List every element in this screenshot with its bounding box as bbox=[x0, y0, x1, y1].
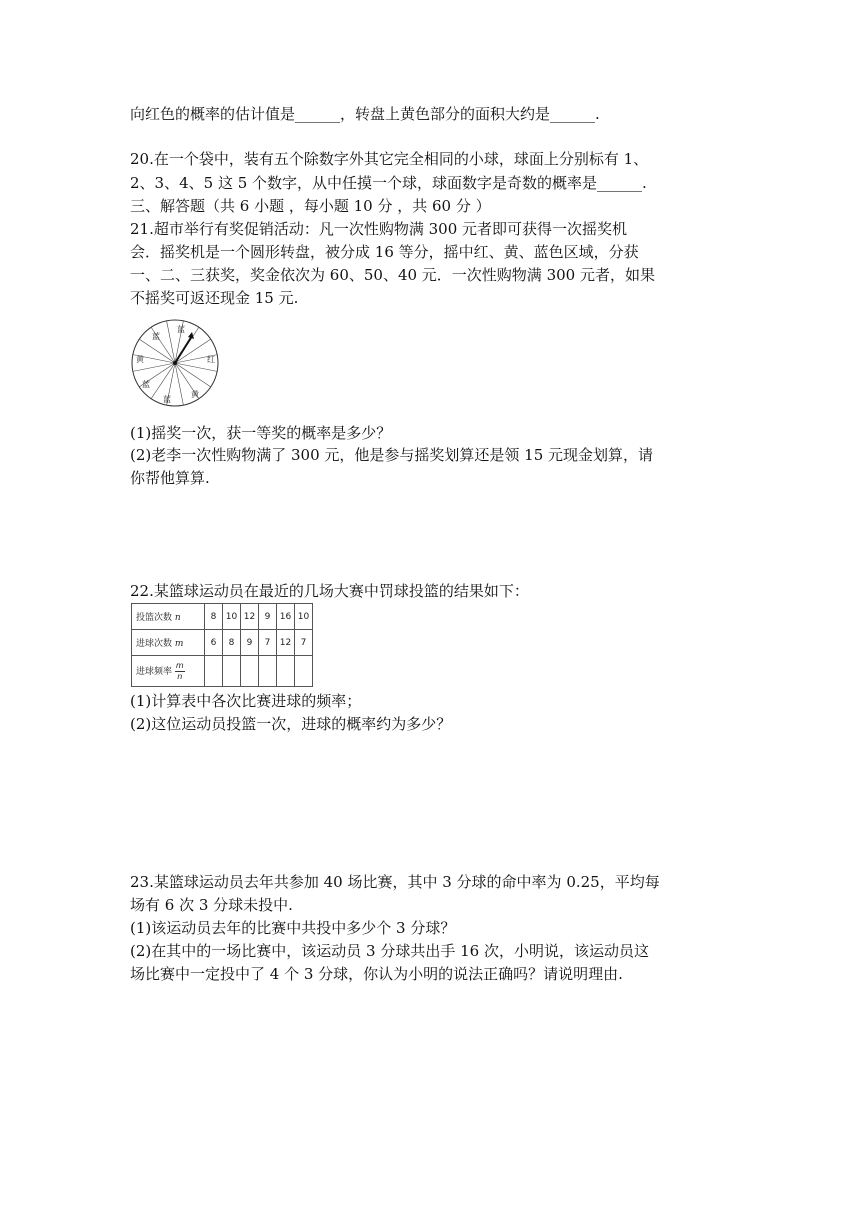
q21-line-1: 21.超市举行有奖促销活动：凡一次性购物满 300 元者即可获得一次摇奖机 bbox=[130, 220, 628, 238]
table-cell-empty bbox=[277, 656, 295, 687]
table-cell-empty bbox=[205, 656, 223, 687]
table-row-label: 进球频率 $\frac{m}{n}$ bbox=[132, 656, 205, 687]
table-cell: 9 bbox=[259, 604, 277, 630]
table-cell: 10 bbox=[295, 604, 313, 630]
q21-line-4: 不摇奖可返还现金 15 元. bbox=[130, 289, 299, 307]
q22-part-1: (1)计算表中各次比赛进球的频率； bbox=[130, 692, 362, 710]
frequency-fraction: $\frac{m}{n}$ bbox=[175, 660, 184, 681]
wheel-hub bbox=[173, 361, 177, 365]
prize-wheel-figure bbox=[130, 318, 220, 408]
table-row-label: 进球次数 m bbox=[132, 630, 205, 656]
table-cell: 7 bbox=[259, 630, 277, 656]
wheel-label-bottom: 蓝 bbox=[163, 395, 171, 404]
table-row-made bbox=[132, 630, 313, 656]
q23-line-1: 23.某篮球运动员去年共参加 40 场比赛，其中 3 分球的命中率为 0.25，平均每 bbox=[130, 873, 660, 891]
prize-wheel-svg bbox=[130, 318, 220, 408]
table-cell-empty bbox=[259, 656, 277, 687]
wheel-label-lower-left: 蓝 bbox=[142, 380, 150, 389]
table-cell-empty bbox=[223, 656, 241, 687]
q21-line-2: 会．摇奖机是一个圆形转盘，被分成 16 等分，摇中红、黄、蓝色区域，分获 bbox=[130, 243, 639, 261]
shots-table bbox=[131, 603, 313, 687]
wheel-label-top: 蓝 bbox=[177, 325, 185, 334]
wheel-label-right: 红 bbox=[207, 355, 215, 364]
table-cell: 8 bbox=[205, 604, 223, 630]
section-3-heading: 三、解答题（共 6 小题 ，每小题 10 分 ，共 60 分 ） bbox=[130, 197, 491, 215]
table-cell: 12 bbox=[277, 630, 295, 656]
q22-part-2: (2)这位运动员投篮一次，进球的概率约为多少？ bbox=[130, 715, 452, 733]
table-cell: 6 bbox=[205, 630, 223, 656]
q21-part-1: (1)摇奖一次，获一等奖的概率是多少？ bbox=[130, 424, 392, 442]
q20-line-1: 20.在一个袋中，装有五个除数字外其它完全相同的小球，球面上分别标有 1、 bbox=[130, 150, 649, 168]
q20-line-2: 2、3、4、5 这 5 个数字，从中任摸一个球，球面数字是奇数的概率是______. bbox=[130, 174, 647, 192]
wheel-label-left: 黄 bbox=[136, 355, 144, 364]
q21-line-3: 一、二、三获奖，奖金依次为 60、50、40 元．一次性购物满 300 元者，如果 bbox=[130, 266, 655, 284]
table-cell: 16 bbox=[277, 604, 295, 630]
q21-part-2-line-2: 你帮他算算. bbox=[130, 469, 210, 487]
wheel-label-upper-left: 蓝 bbox=[152, 332, 160, 341]
table-cell: 8 bbox=[223, 630, 241, 656]
table-cell-empty bbox=[241, 656, 259, 687]
q23-part-2-line-2: 场比赛中一定投中了 4 个 3 分球，你认为小明的说法正确吗？请说明理由. bbox=[130, 965, 623, 983]
q21-part-2-line-1: (2)老李一次性购物满了 300 元，他是参与摇奖划算还是领 15 元现金划算，请 bbox=[130, 446, 654, 464]
table-cell: 12 bbox=[241, 604, 259, 630]
q23-part-1: (1)该运动员去年的比赛中共投中多少个 3 分球？ bbox=[130, 919, 456, 937]
table-cell: 10 bbox=[223, 604, 241, 630]
table-cell: 9 bbox=[241, 630, 259, 656]
q23-line-2: 场有 6 次 3 分球未投中. bbox=[130, 896, 293, 914]
table-row-frequency bbox=[132, 656, 313, 687]
q23-part-2-line-1: (2)在其中的一场比赛中，该运动员 3 分球共出手 16 次，小明说，该运动员这 bbox=[130, 942, 649, 960]
table-row-attempts bbox=[132, 604, 313, 630]
table-cell-empty bbox=[295, 656, 313, 687]
wheel-label-lower-right: 黄 bbox=[191, 390, 199, 399]
q19-tail-line: 向红色的概率的估计值是______，转盘上黄色部分的面积大约是______. bbox=[130, 105, 600, 123]
q22-line-1: 22.某篮球运动员在最近的几场大赛中罚球投篮的结果如下： bbox=[130, 582, 529, 600]
table-cell: 7 bbox=[295, 630, 313, 656]
table-row-label: 投篮次数 n bbox=[132, 604, 205, 630]
